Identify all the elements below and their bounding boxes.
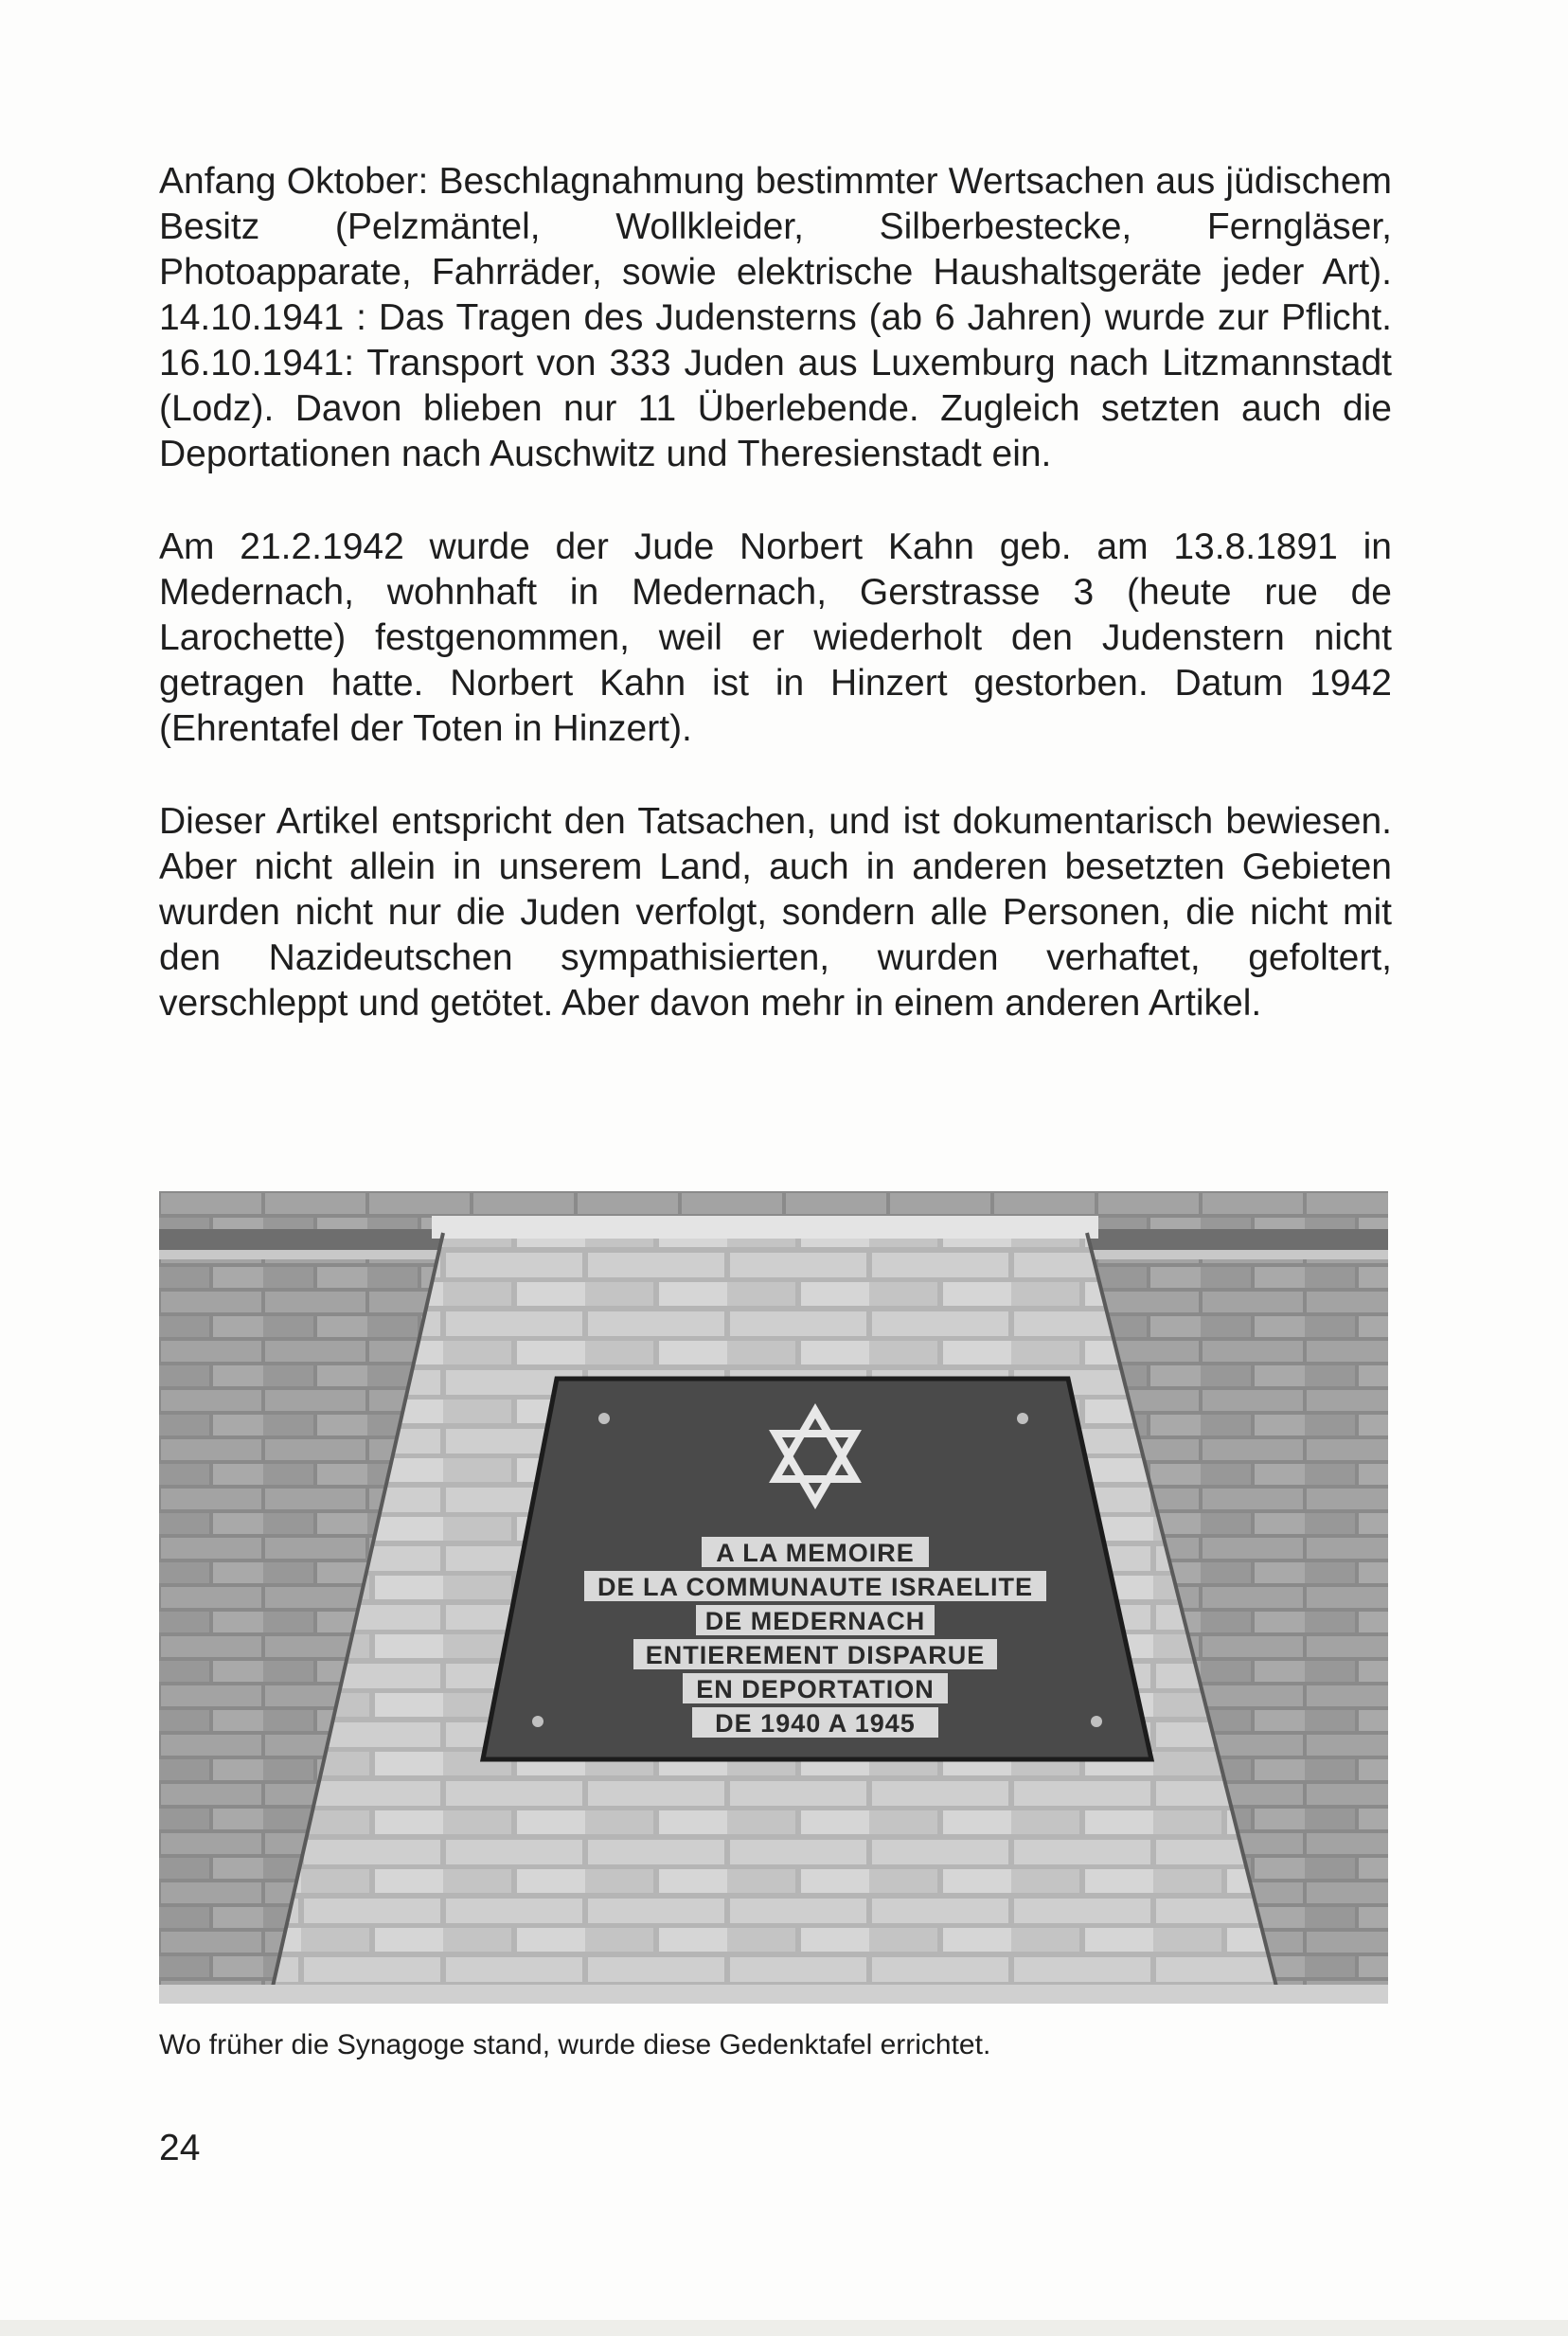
paragraph-article-note: Dieser Artikel entspricht den Tatsachen, und ist dokumentarisch bewiesen. Aber nicht allein in unserem Land, auch in anderen besetzten Gebieten wurden nicht nur die Juden verfolgt, sondern alle Personen, die nicht mit den Nazideutschen sympathisierten, wurden verhaftet, gefoltert, verschleppt und getötet. Aber davon mehr in einem anderen Artikel. [159, 801, 1392, 1024]
plaque-line: DE LA COMMUNAUTE ISRAELITE [597, 1573, 1033, 1601]
memorial-photo [159, 1191, 1388, 2004]
paragraph-norbert-kahn: Am 21.2.1942 wurde der Jude Norbert Kahn geb. am 13.8.1891 in Medernach, wohnhaft in Medernach, Gerstrasse 3 (heute rue de Larochette) festgenommen, weil er wiederholt den Judenstern nicht getragen hatte. Norbert Kahn ist in Hinzert gestorben. Datum 1942 (Ehrentafel der Toten in Hinzert). [159, 526, 1392, 749]
page-edge [0, 2320, 1568, 2336]
body-text [159, 159, 1392, 1026]
plaque-line: EN DEPORTATION [696, 1675, 935, 1703]
paragraph-deportations: Anfang Oktober: Beschlagnahmung bestimmter Wertsachen aus jüdischem Besitz (Pelzmäntel, Wollkleider, Silberbestecke, Ferngläser, Photoapparate, Fahrräder, sowie elektrische Haushaltsgeräte jeder Art). 14.10.1941 : Das Tragen des Judensterns (ab 6 Jahren) wurde zur Pflicht. 16.10.1941: Transport von 333 Juden aus Luxemburg nach Litzmannstadt (Lodz). Davon blieben nur 11 Überlebende. Zugleich setzten auch die Deportationen nach Auschwitz und Theresienstadt ein. [159, 161, 1392, 474]
page-number: 24 [159, 2128, 201, 2168]
plaque-line: DE 1940 A 1945 [715, 1709, 916, 1738]
plaque-line: ENTIEREMENT DISPARUE [645, 1641, 986, 1669]
plaque-line: DE MEDERNACH [704, 1607, 926, 1635]
photo-caption: Wo früher die Synagoge stand, wurde diese Gedenktafel errichtet. [159, 2029, 991, 2060]
plaque-line: A LA MEMOIRE [716, 1539, 915, 1567]
